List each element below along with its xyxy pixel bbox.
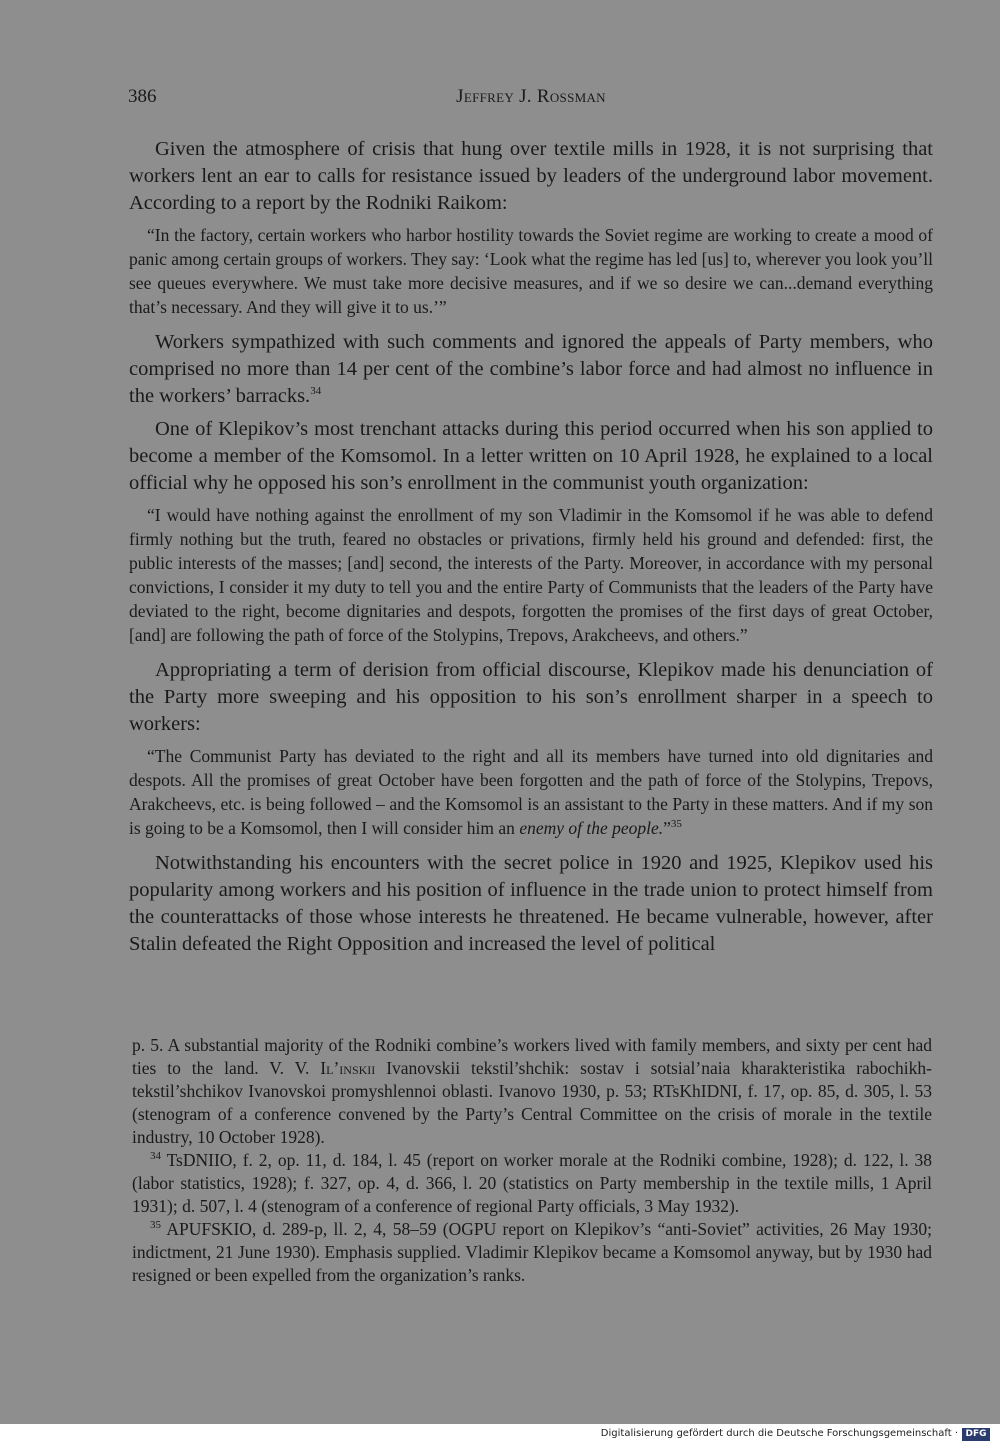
paragraph-2 — [129, 329, 933, 410]
paragraph-3: One of Klepikov’s most trenchant attacks during this period occurred when his son applied to become a member of the Komsomol. In a letter written on 10 April 1928, he explained to a local official why he opposed his son’s enrollment in the communist youth organization: — [129, 418, 933, 494]
footnote-continuation-text: p. 5. A substantial majority of the Rodniki combine’s workers lived with family members, and sixty per cent had ties to the land. V. V. — [132, 1035, 932, 1078]
page-header — [128, 86, 934, 114]
page-number: 386 — [128, 86, 157, 107]
footnote-35-text: APUFSKIO, d. 289-p, ll. 2, 4, 58–59 (OGPU report on Klepikov’s “anti-Soviet” activities, 26 May 1930; indictment, 21 June 1930). Emphasis supplied. Vladimir Klepikov became a Komsomol anyway, but by 1930 had resigned or been expelled from the organization’s ranks. — [132, 1219, 932, 1285]
footnote-continuation — [132, 1034, 932, 1149]
paragraph-2-text: Workers sympathized with such comments and ignored the appeals of Party members, who comprised no more than 14 per cent of the combine’s labor force and had almost no influence in the workers’ barracks. — [129, 331, 933, 407]
footnote-34-text: TsDNIIO, f. 2, op. 11, d. 184, l. 45 (report on worker morale at the Rodniki combine, 1928); d. 122, l. 38 (labor statistics, 1928); f. 327, op. 4, d. 366, l. 20 (statistics on Party membership in the textile mills, 1 April 1931); d. 507, l. 4 (stenogram of a conference of regional Party officials, 3 May 1932). — [132, 1150, 932, 1216]
funding-notice: Digitalisierung gefördert durch die Deutsche Forschungsgemeinschaft · — [600, 1428, 958, 1439]
block-quote-3-close: ” — [663, 818, 671, 838]
emphasized-phrase: enemy of the people. — [519, 818, 664, 838]
footnote-34-number: 34 — [150, 1150, 161, 1163]
footnotes — [132, 1034, 932, 1287]
paragraph-5: Notwithstanding his encounters with the secret police in 1920 and 1925, Klepikov used his popularity among workers and his position of influence in the trade union to protect himself from the counterattacks of those whose interests he threatened. He became vulnerable, however, after Stalin defeated the Right Opposition and increased the level of political — [129, 852, 933, 955]
running-head: Jeffrey J. Rossman — [456, 86, 606, 107]
footnote-author: Il’inskii — [320, 1058, 376, 1078]
paragraph-4: Appropriating a term of derision from official discourse, Klepikov made his denunciation of the Party more sweeping and his opposition to his son’s enrollment sharper in a speech to workers: — [129, 659, 933, 735]
footnote-35-number: 35 — [150, 1219, 161, 1232]
footnote-34 — [132, 1149, 932, 1218]
paragraph-1: Given the atmosphere of crisis that hung over textile mills in 1928, it is not surprising that workers lent an ear to calls for resistance issued by leaders of the underground labor movement. According to a report by the Rodniki Raikom: — [129, 138, 933, 214]
dfg-logo-icon: DFG — [962, 1428, 990, 1441]
footnote-35 — [132, 1218, 932, 1287]
footnote-continuation-text-2: Ivanovskii tekstil’shchik: sostav i sotsial’naia kharakteristika rabochikh-tekstil’shchikov Ivanovskoi promyshlennoi oblasti. Ivanovo 1930, p. 53; RTsKhIDNI, f. 17, op. 85, d. 305, l. 53 (stenogram of a conference convened by the Party’s Central Committee on the crisis of morale in the textile industry, 10 October 1928). — [132, 1058, 932, 1147]
block-quote-3-text: “The Communist Party has deviated to the right and all its members have turned into old dignitaries and despots. All the promises of great October have been forgotten and the path of force of the Stolypins, Trepovs, Arakcheevs, etc. is being followed – and the Komsomol is an assistant to the Party in these matters. And if my son is going to be a Komsomol, then I will consider him an — [129, 746, 933, 838]
body-text — [129, 136, 933, 958]
block-quote-1: “In the factory, certain workers who harbor hostility towards the Soviet regime are working to create a mood of panic among certain groups of workers. They say: ‘Look what the regime has led [us] to, wherever you look you’ll see queues everywhere. We must take more decisive measures, and if we so desire we can...demand everything that’s necessary. And they will give it to us.’” — [129, 225, 933, 317]
footnote-ref-34: 34 — [310, 385, 322, 398]
digitization-banner — [0, 1424, 1000, 1445]
block-quote-3 — [129, 744, 933, 840]
footnote-ref-35: 35 — [670, 818, 682, 831]
block-quote-2: “I would have nothing against the enrollment of my son Vladimir in the Komsomol if he was able to defend firmly nothing but the truth, feared no obstacles or privations, firmly held his ground and defended: first, the public interests of the masses; [and] second, the interests of the Party. Moreover, in accordance with my personal convictions, I consider it my duty to tell you and the entire Party of Communists that the leaders of the Party have deviated to the right, become dignitaries and despots, forgotten the promises of the first days of great October, [and] are following the path of force of the Stolypins, Trepovs, Arakcheevs, and others.” — [129, 505, 933, 645]
